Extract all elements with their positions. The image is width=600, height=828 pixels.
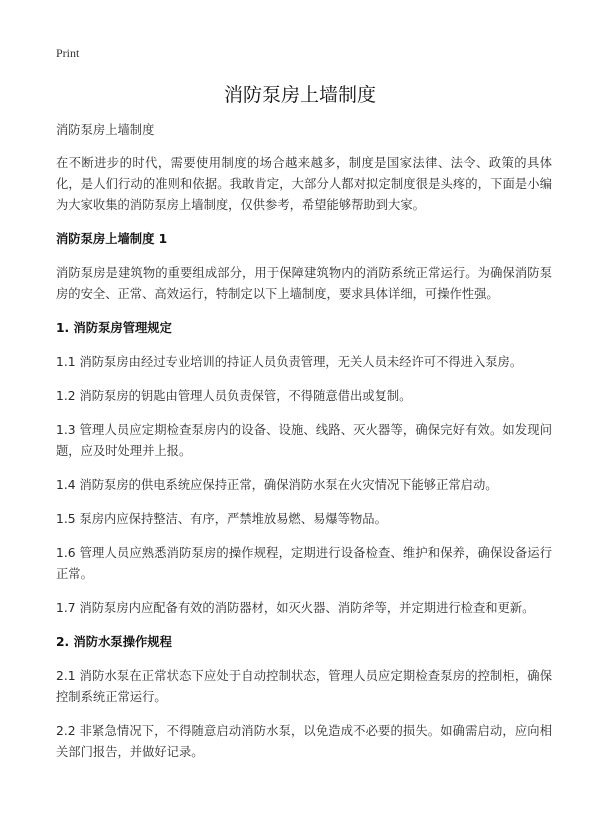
list-item: 1.1 消防泵房由经过专业培训的持证人员负责管理，无关人员未经许可不得进入泵房。 [56, 355, 523, 369]
document-body [56, 120, 552, 776]
list-item: 1.6 管理人员应熟悉消防泵房的操作规程，定期进行设备检查、维护和保养，确保设备运行正常。 [56, 546, 552, 581]
list-item: 1.7 消防泵房内应配备有效的消防器材，如灭火器、消防斧等，并定期进行检查和更新。 [56, 601, 535, 615]
part2-heading: 2. 消防水泵操作规程 [56, 635, 172, 649]
list-item: 1.4 消防泵房的供电系统应保持正常，确保消防水泵在火灾情况下能够正常启动。 [56, 478, 498, 492]
document-subtitle: 消防泵房上墙制度 [56, 123, 155, 137]
list-item: 1.3 管理人员应定期检查泵房内的设备、设施、线路、灭火器等，确保完好有效。如发现问题，应及时处理并上报。 [56, 423, 552, 458]
intro-paragraph: 在不断进步的时代，需要使用制度的场合越来越多，制度是国家法律、法令、政策的具体化，是人们行动的准则和依据。我敢肯定，大部分人都对拟定制度很是头疼的，下面是小编为大家收集的消防泵房上墙制度，仅供参考，希望能够帮助到大家。 [56, 156, 552, 212]
list-item: 1.2 消防泵房的钥匙由管理人员负责保管，不得随意借出或复制。 [56, 389, 412, 403]
list-item: 2.1 消防水泵在正常状态下应处于自动控制状态，管理人员应定期检查泵房的控制柜，确保控制系统正常运行。 [56, 669, 552, 704]
list-item: 1.5 泵房内应保持整洁、有序，严禁堆放易燃、易爆等物品。 [56, 512, 387, 526]
print-label: Print [56, 46, 80, 60]
part1-heading: 1. 消防泵房管理规定 [56, 321, 172, 335]
list-item: 2.2 非紧急情况下，不得随意启动消防水泵，以免造成不必要的损失。如确需启动，应向相关部门报告，并做好记录。 [56, 724, 552, 759]
document-title: 消防泵房上墙制度 [223, 84, 376, 106]
section-heading: 消防泵房上墙制度 1 [56, 232, 168, 246]
section-intro-paragraph: 消防泵房是建筑物的重要组成部分，用于保障建筑物内的消防系统正常运行。为确保消防泵房的安全、正常、高效运行，特制定以下上墙制度，要求具体详细，可操作性强。 [56, 266, 552, 301]
